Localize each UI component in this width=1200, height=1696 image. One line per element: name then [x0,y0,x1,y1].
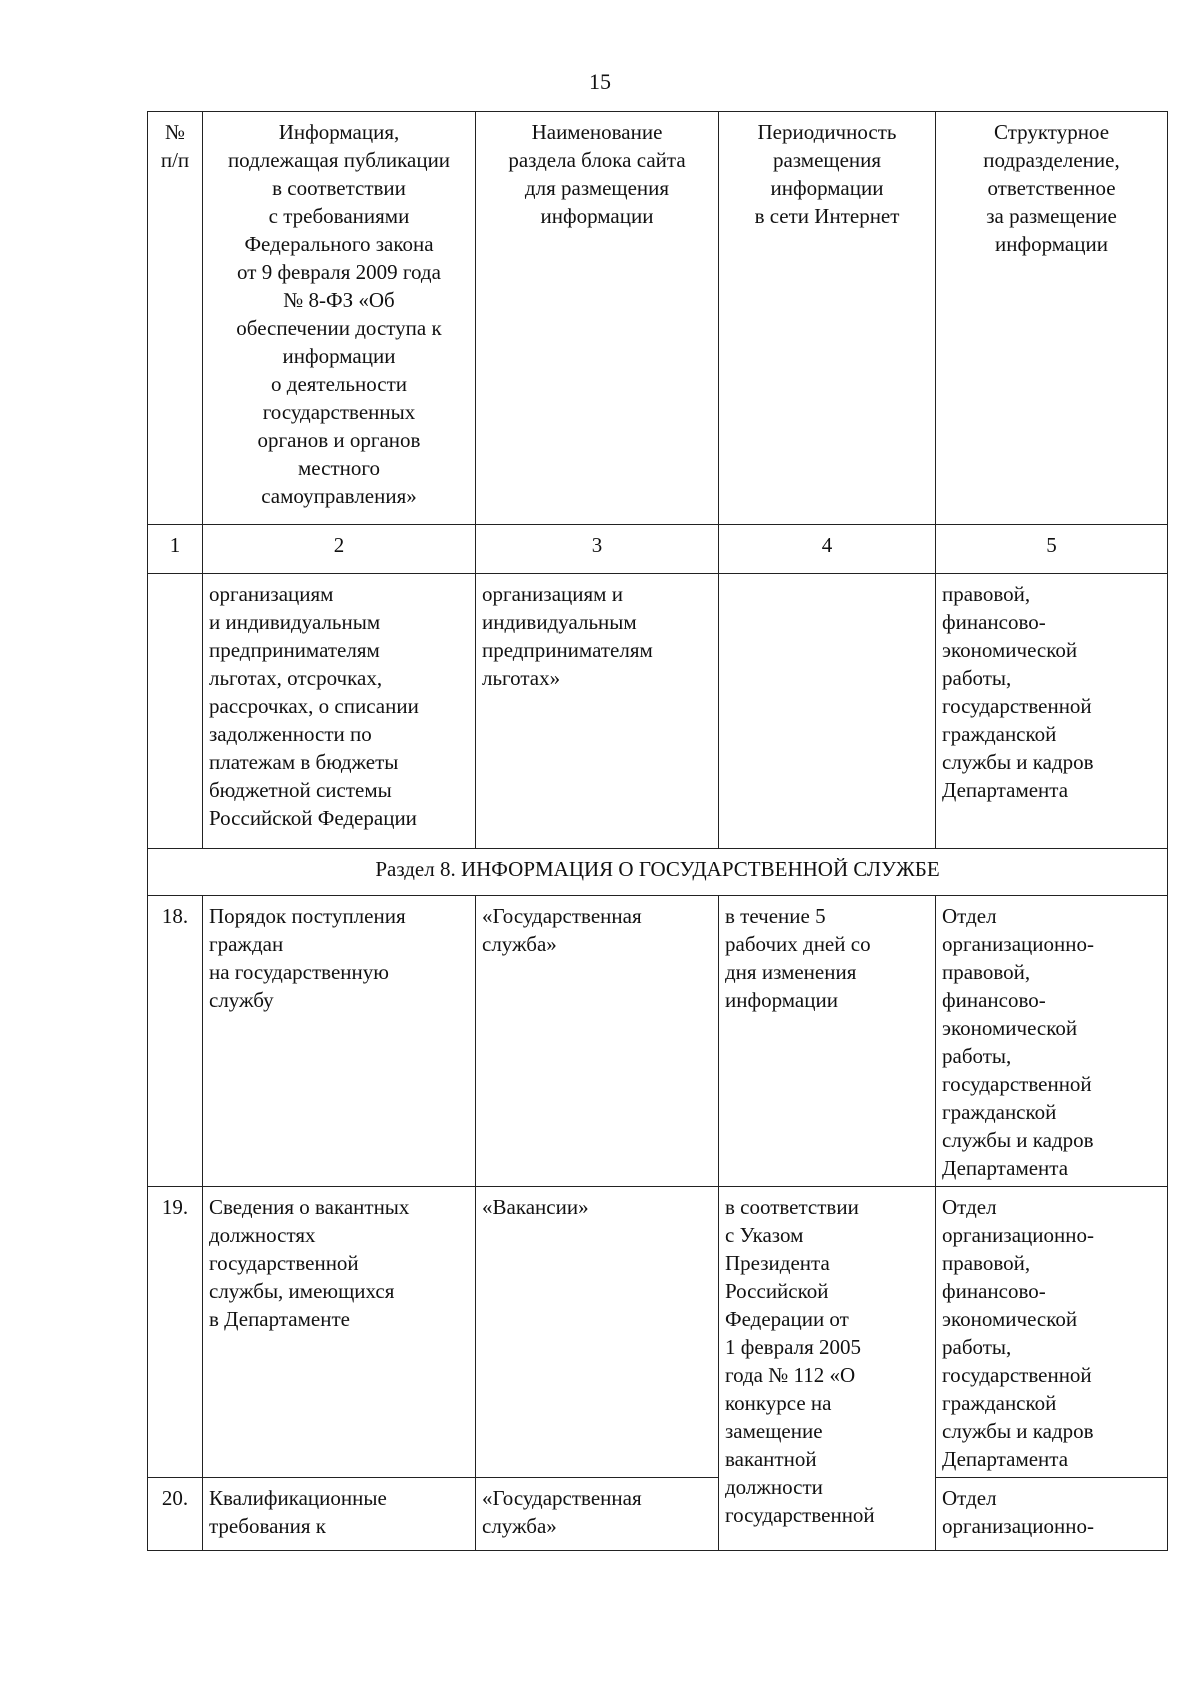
row-department: правовой, финансово- экономической работы, государственной гражданской службы и кадров Департамента [936,574,1168,849]
row-periodicity: в течение 5 рабочих дней со дня изменения информации [719,896,936,1187]
column-number: 1 [148,525,203,574]
table-header-row [148,112,1168,525]
row-information: организациям и индивидуальным предпринимателям льготах, отсрочках, рассрочках, о списании задолженности по платежам в бюджеты бюджетной системы Российской Федерации [203,574,476,849]
section-heading: Раздел 8. ИНФОРМАЦИЯ О ГОСУДАРСТВЕННОЙ СЛУЖБЕ [148,849,1168,896]
column-number: 3 [476,525,719,574]
row-site-section: «Государственная служба» [476,896,719,1187]
column-numbers-row [148,525,1168,574]
row-information: Квалификационные требования к [203,1478,476,1551]
row-number: 20. [148,1478,203,1551]
publication-table [147,111,1168,1551]
row-periodicity [719,574,936,849]
header-department: Структурное подразделение, ответственное за размещение информации [936,112,1168,525]
header-site-section: Наименование раздела блока сайта для размещения информации [476,112,719,525]
row-information: Порядок поступления граждан на государственную службу [203,896,476,1187]
row-number [148,574,203,849]
table-row [148,1187,1168,1478]
row-department: Отдел организационно- [936,1478,1168,1551]
column-number: 2 [203,525,476,574]
header-information: Информация, подлежащая публикации в соответствии с требованиями Федерального закона от 9 февраля 2009 года № 8-ФЗ «Об обеспечении доступа к информации о деятельности государственных органов и органов местного самоуправления» [203,112,476,525]
row-department: Отдел организационно- правовой, финансово- экономической работы, государственной гражданской службы и кадров Департамента [936,1187,1168,1478]
header-number: № п/п [148,112,203,525]
section-heading-row [148,849,1168,896]
table-row-continuation [148,574,1168,849]
row-number: 19. [148,1187,203,1478]
table-row [148,1478,1168,1551]
row-site-section: организациям и индивидуальным предпринимателям льготах» [476,574,719,849]
header-periodicity: Периодичность размещения информации в сети Интернет [719,112,936,525]
row-number: 18. [148,896,203,1187]
column-number: 5 [936,525,1168,574]
row-information: Сведения о вакантных должностях государственной службы, имеющихся в Департаменте [203,1187,476,1478]
page-number: 15 [589,69,611,94]
row-periodicity: в соответствии с Указом Президента Российской Федерации от 1 февраля 2005 года № 112 «О конкурсе на замещение вакантной должности государственной [719,1187,936,1551]
column-number: 4 [719,525,936,574]
row-department: Отдел организационно- правовой, финансово- экономической работы, государственной гражданской службы и кадров Департамента [936,896,1168,1187]
table-row [148,896,1168,1187]
row-site-section: «Вакансии» [476,1187,719,1478]
row-site-section: «Государственная служба» [476,1478,719,1551]
